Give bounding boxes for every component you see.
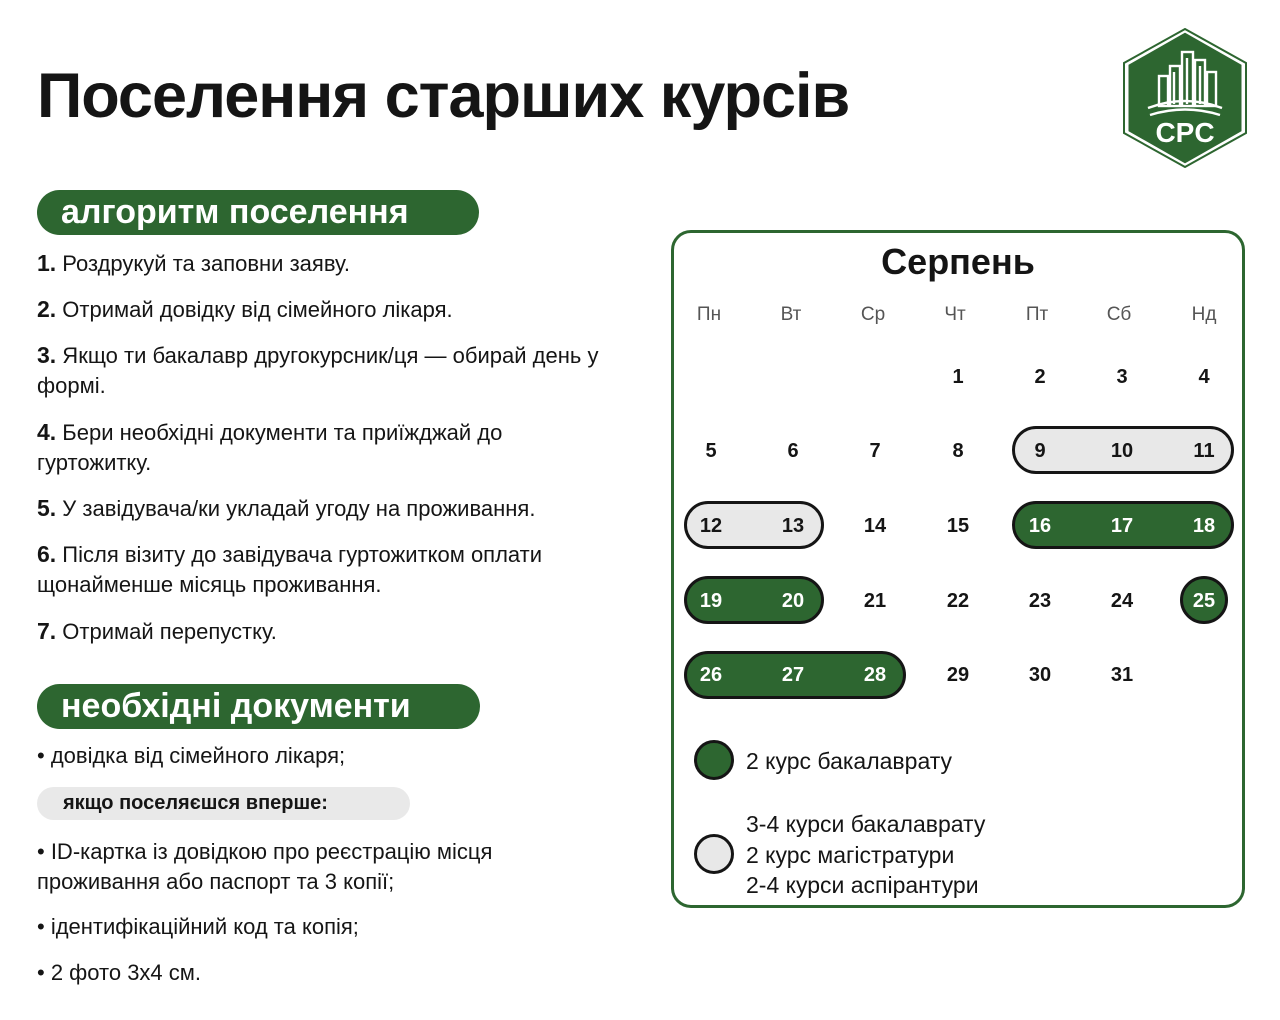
calendar-day: 10 [1110,440,1134,462]
calendar-day: 4 [1198,366,1210,388]
calendar-day: 18 [1192,515,1216,537]
calendar-day: 17 [1110,515,1134,537]
step-text: У завідувача/ки укладай угоду на проживання. [56,496,536,521]
document-item-doctor: • довідка від сімейного лікаря; [37,743,346,768]
weekday-thu: Чт [944,304,966,325]
document-item-tax-code: • ідентифікаційний код та копія; [37,914,359,939]
calendar-day: 26 [699,664,723,686]
step-number: 3. [37,342,57,368]
calendar-day: 2 [1034,366,1046,388]
legend-swatch-light [694,834,734,874]
step-text: Отримай довідку від сімейного лікаря. [56,297,453,322]
step-text: Після візиту до завідувача гуртожитком оплати щонайменше місяць проживання. [37,542,543,597]
city-buildings-icon [1122,28,1248,168]
calendar-day: 30 [1028,664,1052,686]
calendar-day: 22 [946,590,970,612]
calendar-day: 19 [699,590,723,612]
calendar-day: 24 [1110,590,1134,612]
calendar-day: 3 [1116,366,1128,388]
step-number: 1. [37,250,57,276]
weekday-fri: Пт [1025,304,1049,325]
step-text: Отримай перепустку. [56,619,277,644]
calendar-day: 27 [781,664,805,686]
list-item [37,539,557,600]
document-item-id-card: • ID-картка із довідкою про реєстрацію місця проживання або паспорт та 3 копії; [37,839,493,894]
weekday-mon: Пн [696,304,722,325]
list-item [37,616,637,647]
cpc-logo [1122,28,1248,168]
legend-light-line-3: 2-4 курси аспірантури [746,872,979,898]
calendar-day: 31 [1110,664,1134,686]
calendar-day: 1 [952,366,964,388]
calendar-day: 23 [1028,590,1052,612]
list-item [37,248,637,279]
step-text: Роздрукуй та заповни заяву. [56,251,350,276]
calendar-day: 12 [699,515,723,537]
calendar-day: 25 [1192,590,1216,612]
page-title: Поселення старших курсів [37,61,850,131]
weekday-sun: Нд [1191,304,1217,325]
step-number: 7. [37,618,57,644]
list-item [37,493,637,524]
logo-text: CPC [1155,117,1215,148]
calendar [671,230,1245,908]
list-item [37,340,612,401]
step-text: Бери необхідні документи та приїжджай до гуртожитку. [37,420,503,475]
calendar-day: 7 [869,440,881,462]
calendar-day: 11 [1193,440,1215,462]
calendar-day: 16 [1028,515,1052,537]
calendar-day: 29 [946,664,970,686]
step-number: 6. [37,541,57,567]
calendar-day: 6 [787,440,799,462]
legend-swatch-dark [694,740,734,780]
step-number: 2. [37,296,57,322]
calendar-day: 8 [952,440,964,462]
list-item [37,417,597,478]
calendar-day: 21 [863,590,887,612]
document-item-photos: • 2 фото 3х4 см. [37,960,202,985]
weekday-sat: Сб [1106,304,1132,325]
calendar-day: 9 [1034,440,1046,462]
calendar-day: 28 [863,664,887,686]
step-text: Якщо ти бакалавр другокурсник/ця — обирай день у формі. [37,343,599,398]
legend-dark-label: 2 курс бакалаврату [746,748,953,774]
legend-light-line-2: 2 курс магістратури [746,842,955,868]
calendar-day: 14 [863,515,887,537]
calendar-day: 15 [946,515,970,537]
calendar-day: 5 [705,440,717,462]
calendar-day: 20 [781,590,805,612]
calendar-day: 13 [781,515,805,537]
legend-light-line-1: 3-4 курси бакалаврату [746,811,986,837]
weekday-wed: Ср [860,304,886,325]
step-number: 4. [37,419,57,445]
documents-heading: необхідні документи [37,684,480,729]
list-item [37,294,637,325]
algorithm-heading: алгоритм поселення [37,190,479,235]
calendar-month: Серпень [881,241,1035,282]
weekday-tue: Вт [780,304,802,325]
step-number: 5. [37,495,57,521]
first-time-label: якщо поселяєшся вперше: [37,787,410,820]
